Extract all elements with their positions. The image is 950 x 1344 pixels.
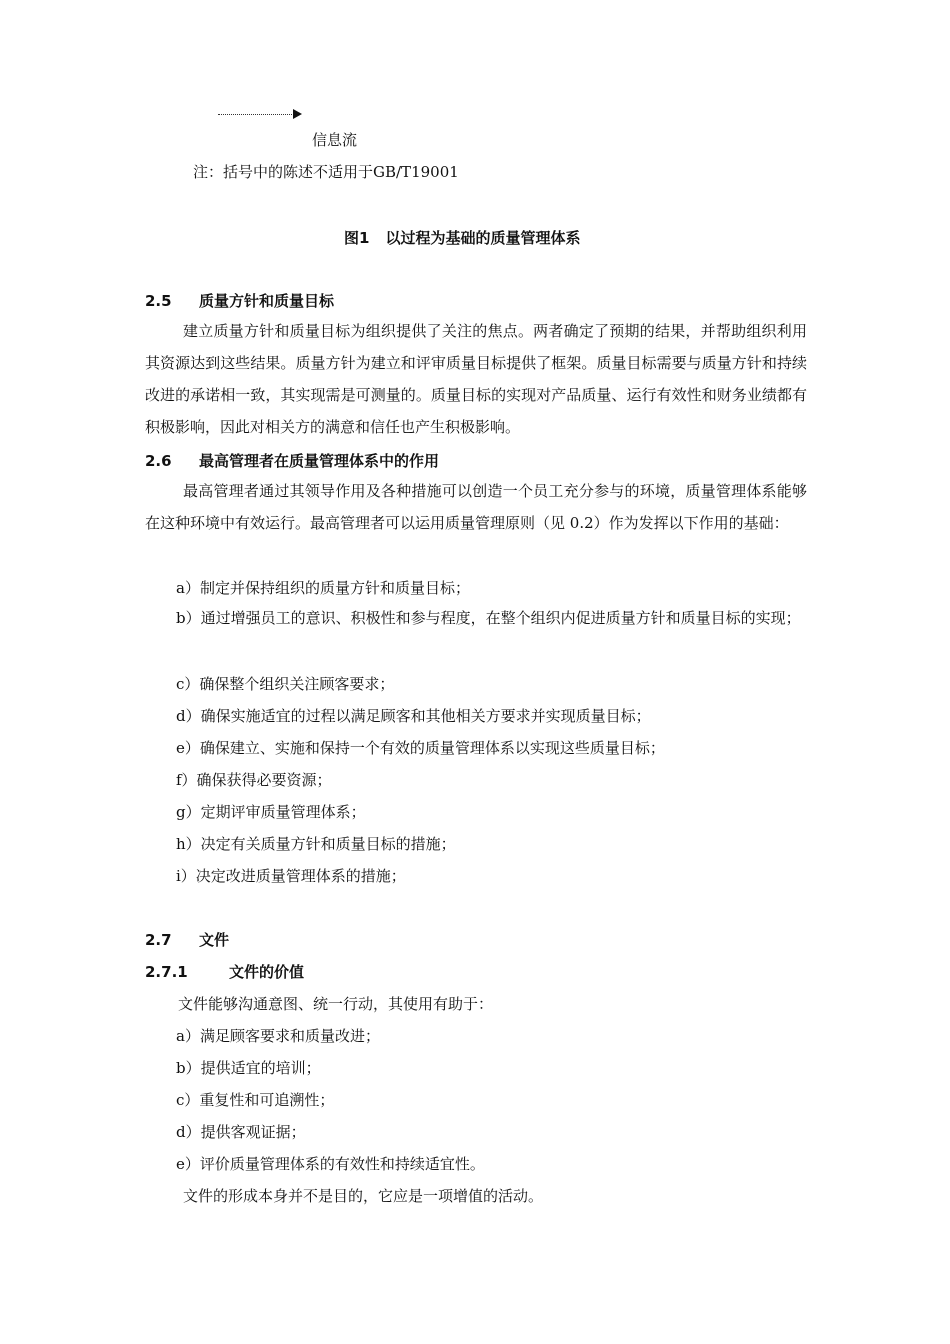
section-number: 2.6 — [145, 452, 172, 470]
section-heading-2-6 — [145, 450, 439, 471]
list-item: g）定期评审质量管理体系； — [176, 803, 366, 821]
section-title: 质量方针和质量目标 — [199, 292, 335, 310]
section-title: 文件的价值 — [229, 963, 305, 981]
list-item: c）重复性和可追溯性； — [176, 1091, 335, 1109]
figure-title: 以过程为基础的质量管理体系 — [385, 229, 581, 247]
list-item: d）提供客观证据； — [176, 1123, 306, 1141]
figure-number: 图1 — [344, 229, 370, 247]
section-number: 2.5 — [145, 292, 172, 310]
section-2-5-paragraph: 建立质量方针和质量目标为组织提供了关注的焦点。两者确定了预期的结果，并帮助组织利用其资源达到这些结果。质量方针为建立和评审质量目标提供了框架。质量目标需要与质量方针和持续改进的承诺相一致，其实现需是可测量的。质量目标的实现对产品质量、运行有效性和财务业绩都有积极影响，因此对相关方的满意和信任也产生积极影响。 — [145, 322, 807, 436]
section-number: 2.7 — [145, 931, 172, 949]
section-heading-2-7-1 — [145, 961, 304, 982]
section-2-7-1-closing: 文件的形成本身并不是目的，它应是一项增值的活动。 — [183, 1187, 544, 1205]
section-number: 2.7.1 — [145, 963, 188, 981]
section-2-6-paragraph: 最高管理者通过其领导作用及各种措施可以创造一个员工充分参与的环境，质量管理体系能够在这种环境中有效运行。最高管理者可以运用质量管理原则（见 0.2）作为发挥以下作用的基础： — [145, 482, 807, 532]
list-item: f）确保获得必要资源； — [176, 771, 332, 789]
list-item: a）满足顾客要求和质量改进； — [176, 1027, 380, 1045]
list-item: b）提供适宜的培训； — [176, 1059, 321, 1077]
section-heading-2-5 — [145, 290, 334, 311]
information-flow-arrow-line — [218, 114, 294, 115]
list-item: d）确保实施适宜的过程以满足顾客和其他相关方要求并实现质量目标； — [176, 707, 651, 725]
legend-label: 信息流 — [312, 131, 358, 149]
list-item: c）确保整个组织关注顾客要求； — [176, 675, 395, 693]
section-2-7-1-intro: 文件能够沟通意图、统一行动，其使用有助于： — [178, 995, 494, 1013]
list-item: e）确保建立、实施和保持一个有效的质量管理体系以实现这些质量目标； — [176, 739, 665, 757]
figure-caption — [344, 227, 580, 248]
list-item: a）制定并保持组织的质量方针和质量目标； — [176, 579, 470, 597]
section-title: 最高管理者在质量管理体系中的作用 — [199, 452, 440, 470]
figure-note: 注：括号中的陈述不适用于GB/T19001 — [193, 163, 459, 181]
section-heading-2-7 — [145, 929, 229, 950]
list-item: b）通过增强员工的意识、积极性和参与程度，在整个组织内促进质量方针和质量目标的实现； — [176, 609, 801, 627]
arrow-right-icon — [293, 109, 302, 119]
section-title: 文件 — [199, 931, 230, 949]
list-item: e）评价质量管理体系的有效性和持续适宜性。 — [176, 1155, 485, 1173]
list-item: i）决定改进质量管理体系的措施； — [176, 867, 406, 885]
list-item: h）决定有关质量方针和质量目标的措施； — [176, 835, 456, 853]
